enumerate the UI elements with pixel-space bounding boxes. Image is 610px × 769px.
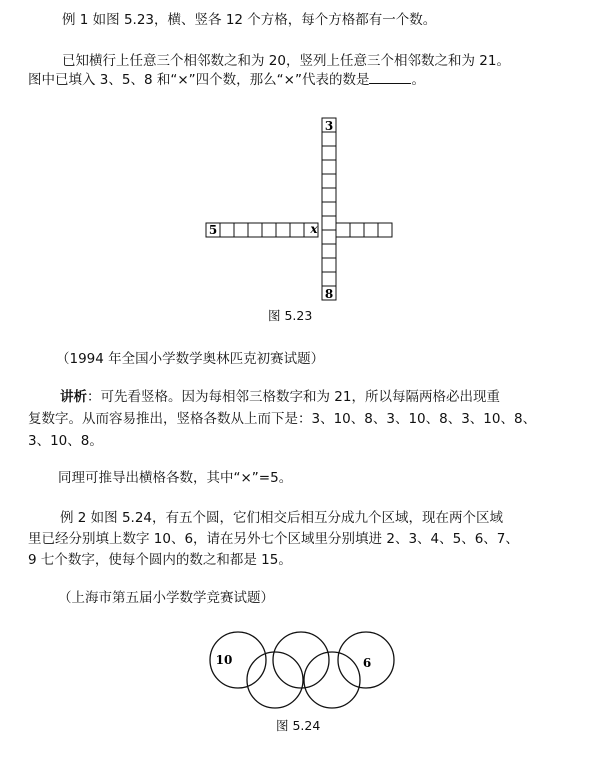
vertical-cell [322,272,336,286]
horizontal-cell [220,223,234,237]
figure-5-23-caption: 图 5.23 [268,308,313,323]
horizontal-cell [234,223,248,237]
analysis-label: 讲析 [60,389,87,405]
circle-3 [273,632,329,688]
conclusion-line: 同理可推导出横格各数，其中“×”=5。 [58,470,293,486]
left-circle-value: 10 [215,653,233,667]
example1-line1: 已知横行上任意三个相邻数之和为 20，竖列上任意三个相邻数之和为 21。 [62,53,510,69]
figure-5-24-circles [0,600,610,710]
vertical-cell [322,132,336,146]
vertical-cell [322,244,336,258]
analysis-line3: 3、10、8。 [28,433,103,449]
source-shanghai: （上海市第五届小学数学竞赛试题） [58,590,274,606]
circle-2 [247,652,303,708]
vertical-cell [322,174,336,188]
example1-title: 例 1 如图 5.23，横、竖各 12 个方格，每个方格都有一个数。 [62,12,437,28]
vertical-cell [322,230,336,244]
source-1994: （1994 年全国小学数学奥林匹克初赛试题） [56,351,325,367]
example2-line2: 里已经分别填上数字 10、6，请在另外七个区域里分别填进 2、3、4、5、6、7、 [28,531,519,547]
vertical-cell [322,146,336,160]
figure-5-23-grid [0,0,610,330]
analysis-line2: 复数字。从而容易推出，竖格各数从上而下是：3、10、8、3、10、8、3、10、8、 [28,411,537,427]
vertical-cell [322,216,336,230]
example1-question-end: 。 [411,72,425,88]
horizontal-cell [276,223,290,237]
right-circle-value: 6 [362,656,372,670]
analysis-text: ：可先看竖格。因为每相邻三格数字和为 21，所以每隔两格必出现重 [87,389,500,405]
cross-cell-value: x [310,222,318,236]
top-cell-value: 3 [324,119,334,133]
horizontal-cell [262,223,276,237]
vertical-cell [322,202,336,216]
vertical-cell [322,188,336,202]
horizontal-cell [378,223,392,237]
horizontal-cell [350,223,364,237]
left-cell-value: 5 [208,223,218,237]
vertical-cell [322,160,336,174]
circle-4 [304,652,360,708]
example1-question: 图中已填入 3、5、8 和“×”四个数，那么“×”代表的数是 [28,72,370,88]
horizontal-cell [290,223,304,237]
horizontal-cell [248,223,262,237]
bottom-cell-value: 8 [324,287,334,301]
figure-5-24-caption: 图 5.24 [276,718,321,733]
horizontal-cell [364,223,378,237]
example2-line3: 9 七个数字，使每个圆内的数之和都是 15。 [28,552,292,568]
vertical-cell [322,258,336,272]
analysis-line1 [60,389,500,406]
example2-line1: 例 2 如图 5.24，有五个圆，它们相交后相互分成九个区域，现在两个区域 [60,510,504,526]
horizontal-cell [336,223,350,237]
